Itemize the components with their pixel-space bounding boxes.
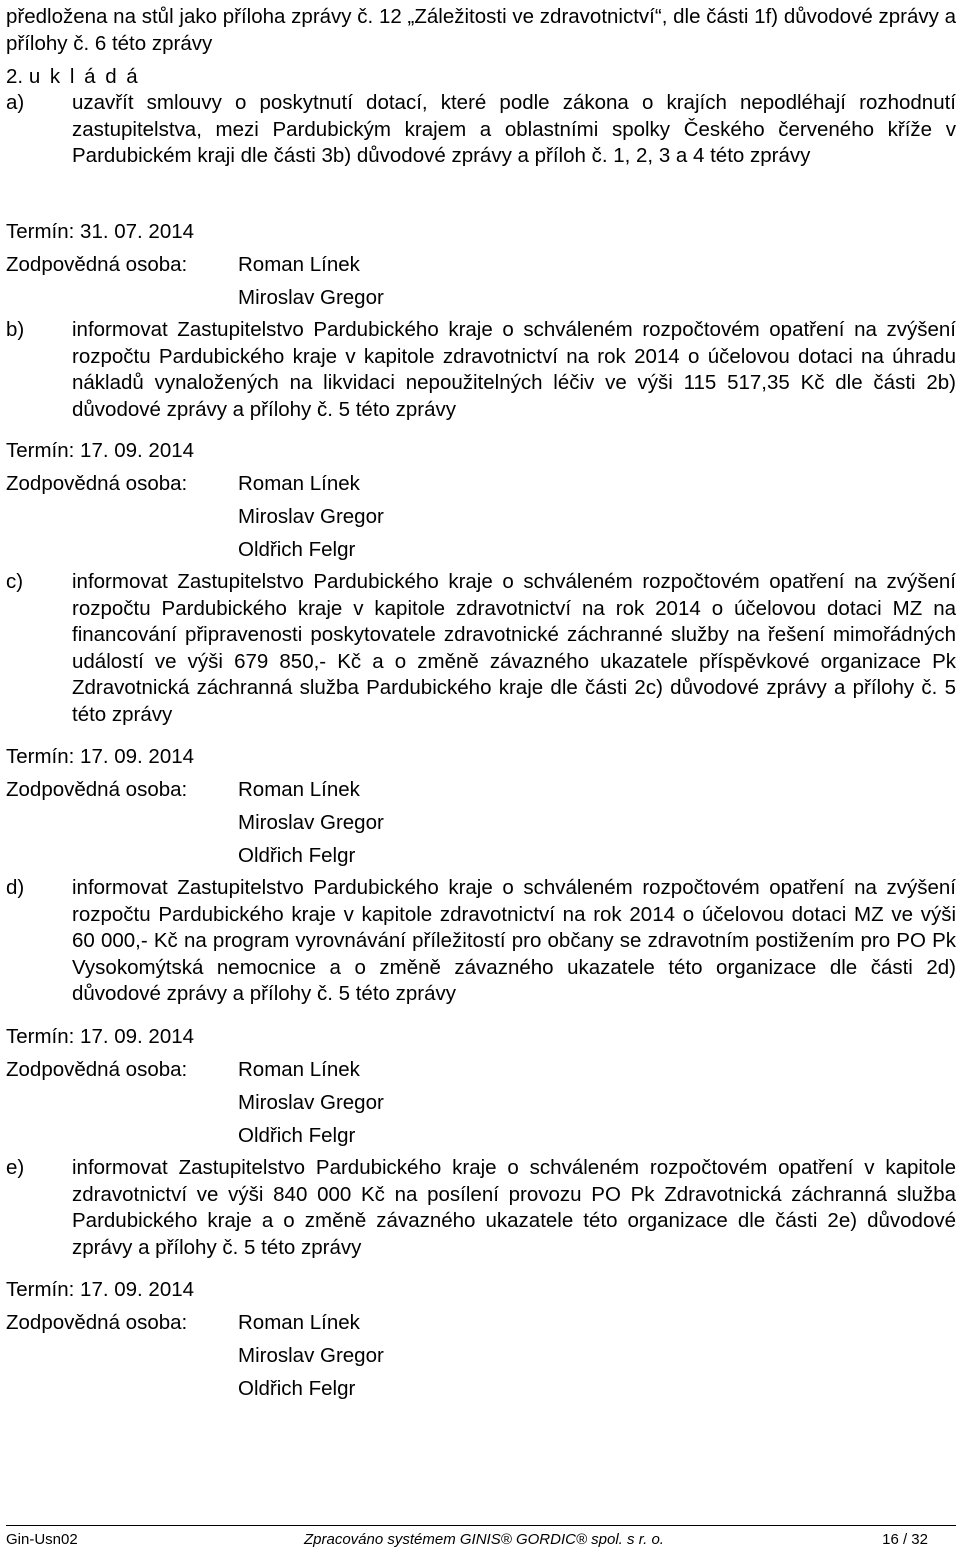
responsible-person: Roman Línek bbox=[238, 1058, 360, 1081]
item-text: informovat Zastupitelstvo Pardubického kraje o schváleném rozpočtovém opatření v kapitole zdravotnictví ve výši 840 000 Kč na posílení provozu PO Pk Zdravotnická záchranná služba Pardubického kraje a o změně závazného ukazatele této organizace dle části 2e) důvodové zprávy a přílohy č. 5 této zprávy bbox=[72, 1156, 956, 1259]
resolution-item-c bbox=[6, 569, 956, 728]
responsible-label: Zodpovědná osoba: bbox=[6, 778, 188, 801]
section-verb: u k l á d á bbox=[28, 65, 140, 88]
item-text: uzavřít smlouvy o poskytnutí dotací, které podle zákona o krajích nepodléhají rozhodnutí zastupitelstva, mezi Pardubickým krajem a oblastními spolky Českého červeného kříže v Pardubickém kraji dle části 3b) důvodové zprávy a příloh č. 1, 2, 3 a 4 této zprávy bbox=[72, 91, 956, 167]
deadline: Termín: 17. 09. 2014 bbox=[6, 1025, 195, 1048]
responsible-person: Roman Línek bbox=[238, 253, 360, 276]
item-label: b) bbox=[6, 318, 25, 341]
item-text: informovat Zastupitelstvo Pardubického kraje o schváleném rozpočtovém opatření na zvýšení rozpočtu Pardubického kraje v kapitole zdravotnictví na rok 2014 o účelovou dotaci na úhradu nákladů vynaložených na likvidaci nepoužitelných léčiv ve výši 115 517,35 Kč dle části 2b) důvodové zprávy a přílohy č. 5 této zprávy bbox=[72, 318, 956, 421]
intro-paragraph: předložena na stůl jako příloha zprávy č. 12 „Záležitosti ve zdravotnictví“, dle části 1f) důvodové zprávy a přílohy č. 6 této zprávy bbox=[6, 5, 956, 55]
resolution-item-a bbox=[6, 90, 956, 170]
responsible-person: Miroslav Gregor bbox=[238, 505, 384, 528]
deadline: Termín: 17. 09. 2014 bbox=[6, 745, 195, 768]
responsible-person: Miroslav Gregor bbox=[238, 811, 384, 834]
resolution-item-d bbox=[6, 875, 956, 1008]
item-label: d) bbox=[6, 876, 25, 899]
footer-form-code: Gin-Usn02 bbox=[6, 1531, 78, 1548]
footer-system-note: Zpracováno systémem GINIS® GORDIC® spol. s r. o. bbox=[304, 1531, 664, 1548]
item-label: e) bbox=[6, 1156, 25, 1179]
item-text: informovat Zastupitelstvo Pardubického kraje o schváleném rozpočtovém opatření na zvýšení rozpočtu Pardubického kraje v kapitole zdravotnictví na rok 2014 o účelovou dotaci MZ na financování připravenosti poskytovatele zdravotnické záchranné služby na řešení mimořádných událostí ve výši 679 850,- Kč a o změně závazného ukazatele příspěvkové organizace Pk Zdravotnická záchranná služba Pardubického kraje dle části 2c) důvodové zprávy a přílohy č. 5 této zprávy bbox=[72, 570, 956, 726]
item-text: informovat Zastupitelstvo Pardubického kraje o schváleném rozpočtovém opatření na zvýšení rozpočtu Pardubického kraje v kapitole zdravotnictví na rok 2014 o účelovou dotaci MZ ve výši 60 000,- Kč na program vyrovnávání příležitostí pro občany se zdravotním postižením pro PO Pk Vysokomýtská nemocnice a o změně závazného ukazatele této organizace dle části 2d) důvodové zprávy a přílohy č. 5 této zprávy bbox=[72, 876, 956, 1005]
responsible-label: Zodpovědná osoba: bbox=[6, 1058, 188, 1081]
resolution-item-e bbox=[6, 1155, 956, 1261]
responsible-person: Oldřich Felgr bbox=[238, 844, 356, 867]
responsible-label: Zodpovědná osoba: bbox=[6, 253, 188, 276]
footer-page-number: 16 / 32 bbox=[882, 1531, 928, 1548]
deadline: Termín: 17. 09. 2014 bbox=[6, 439, 195, 462]
responsible-person: Oldřich Felgr bbox=[238, 538, 356, 561]
section-heading bbox=[6, 63, 140, 90]
footer-divider bbox=[6, 1525, 956, 1526]
item-label: c) bbox=[6, 570, 24, 593]
responsible-person: Roman Línek bbox=[238, 778, 360, 801]
item-label: a) bbox=[6, 91, 25, 114]
responsible-label: Zodpovědná osoba: bbox=[6, 1311, 188, 1334]
resolution-item-b bbox=[6, 317, 956, 423]
section-number: 2. bbox=[6, 65, 24, 88]
deadline: Termín: 31. 07. 2014 bbox=[6, 220, 195, 243]
responsible-person: Roman Línek bbox=[238, 472, 360, 495]
responsible-label: Zodpovědná osoba: bbox=[6, 472, 188, 495]
responsible-person: Oldřich Felgr bbox=[238, 1124, 356, 1147]
responsible-person: Miroslav Gregor bbox=[238, 286, 384, 309]
responsible-person: Roman Línek bbox=[238, 1311, 360, 1334]
responsible-person: Oldřich Felgr bbox=[238, 1377, 356, 1400]
deadline: Termín: 17. 09. 2014 bbox=[6, 1278, 195, 1301]
responsible-person: Miroslav Gregor bbox=[238, 1091, 384, 1114]
responsible-person: Miroslav Gregor bbox=[238, 1344, 384, 1367]
